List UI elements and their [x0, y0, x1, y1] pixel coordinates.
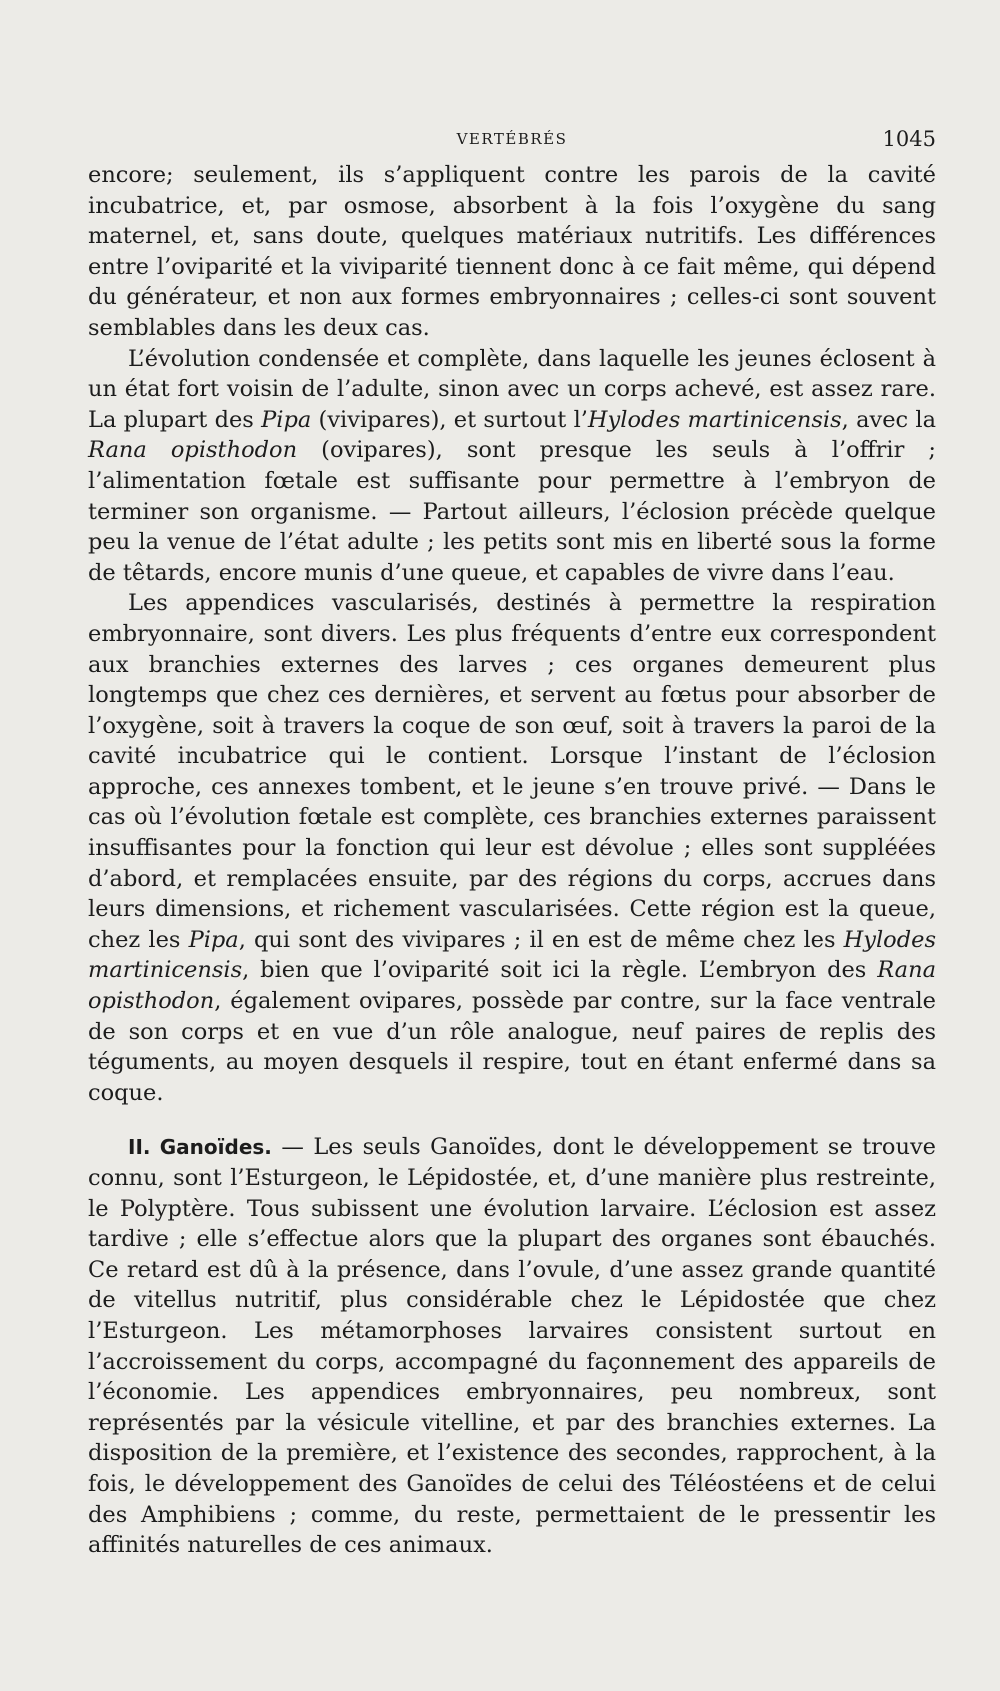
body-text [88, 160, 936, 1561]
section-heading: II. Ganoïdes. [128, 1135, 272, 1160]
paragraph-text: Les appendices vascularisés, destinés à permettre la respiration embryonnaire, sont divers. Les plus fréquents d’entre eux correspondent aux branchies externes des larves ; ces organes demeurent plus longtemps que chez ces dernières, et servent au fœtus pour absorber de l’oxygène, soit à travers la coque de son œuf, soit à travers la paroi de la cavité incubatrice qui le contient. Lorsque l’instant de l’éclosion approche, ces annexes tombent, et le jeune s’en trouve privé. — Dans le cas où l’évolution fœtale est complète, ces branchies externes paraissent insuffisantes pour la fonction qui leur est dévolue ; elles sont suppléées d’abord, et remplacées ensuite, par des régions du corps, accrues dans leurs dimensions, et richement vascularisées. Cette région est la queue, chez les [88, 590, 936, 953]
species-name-rana: Rana opisthodon [88, 957, 936, 1015]
running-title: VERTÉBRÉS [456, 130, 568, 148]
section-text: — Les seuls Ganoïdes, dont le développement se trouve connu, sont l’Esturgeon, le Lépidostée, et, d’une manière plus restreinte, le Polyptère. Tous subissent une évolution larvaire. L’éclosion est assez tardive ; elle s’effectue alors que la plupart des organes sont ébauchés. Ce retard est dû à la présence, dans l’ovule, d’une assez grande quantité de vitellus nutritif, plus considérable chez le Lépidostée que chez l’Esturgeon. Les métamorphoses larvaires consistent surtout en l’accroissement du corps, accompagné du façonnement des appareils de l’économie. Les appendices embryonnaires, peu nombreux, sont représentés par la vésicule vitelline, et par des branchies externes. La disposition de la première, et l’existence des secondes, rapprochent, à la fois, le développement des Ganoïdes de celui des Téléostéens et de celui des Amphibiens ; comme, du reste, permettaient de le pressentir les affinités naturelles de ces animaux. [88, 1134, 936, 1559]
species-name-hylodes: Hylodes martinicensis [88, 926, 936, 984]
running-head [88, 127, 936, 154]
section-ganoides [88, 1132, 936, 1560]
species-name-pipa: Pipa [188, 926, 239, 953]
paragraph-text: , bien que l’oviparité soit ici la règle. L’embryon des [242, 957, 878, 984]
species-name-pipa: Pipa [261, 406, 312, 433]
paragraph-2 [88, 344, 936, 589]
paragraph-1 [88, 160, 936, 344]
paragraph-text: encore; seulement, ils s’appliquent contre les parois de la cavité incubatrice, et, par osmose, absorbent à la fois l’oxygène du sang maternel, et, sans doute, quelques matériaux nutritifs. Les différences entre l’oviparité et la viviparité tiennent donc à ce fait même, qui dépend du générateur, et non aux formes embryonnaires ; celles-ci sont souvent semblables dans les deux cas. [88, 162, 936, 341]
paragraph-3 [88, 588, 936, 1108]
paragraph-text: , également ovipares, possède par contre, sur la face ventrale de son corps et en vue d’un rôle analogue, neuf paires de replis des téguments, au moyen desquels il respire, tout en étant enfermé dans sa coque. [88, 988, 936, 1106]
paragraph-text: , avec la [841, 406, 936, 433]
paragraph-text: , qui sont des vivipares ; il en est de même chez les [238, 926, 844, 953]
species-name-rana: Rana opisthodon [88, 437, 298, 464]
paragraph-text: L’évolution condensée et complète, dans laquelle les jeunes éclosent à un état fort voisin de l’adulte, sinon avec un corps achevé, est assez rare. La plupart des [88, 345, 936, 433]
species-name-hylodes: Hylodes martinicensis [587, 406, 842, 433]
paragraph-text: (vivipares), et surtout l’ [311, 406, 588, 433]
paragraph-text: (ovipares), sont presque les seuls à l’offrir ; l’alimentation fœtale est suffisante pour permettre à l’embryon de terminer son organisme. — Partout ailleurs, l’éclosion précède quelque peu la venue de l’état adulte ; les petits sont mis en liberté sous la forme de têtards, encore munis d’une queue, et capables de vivre dans l’eau. [88, 437, 937, 586]
page-number: 1045 [882, 127, 936, 151]
